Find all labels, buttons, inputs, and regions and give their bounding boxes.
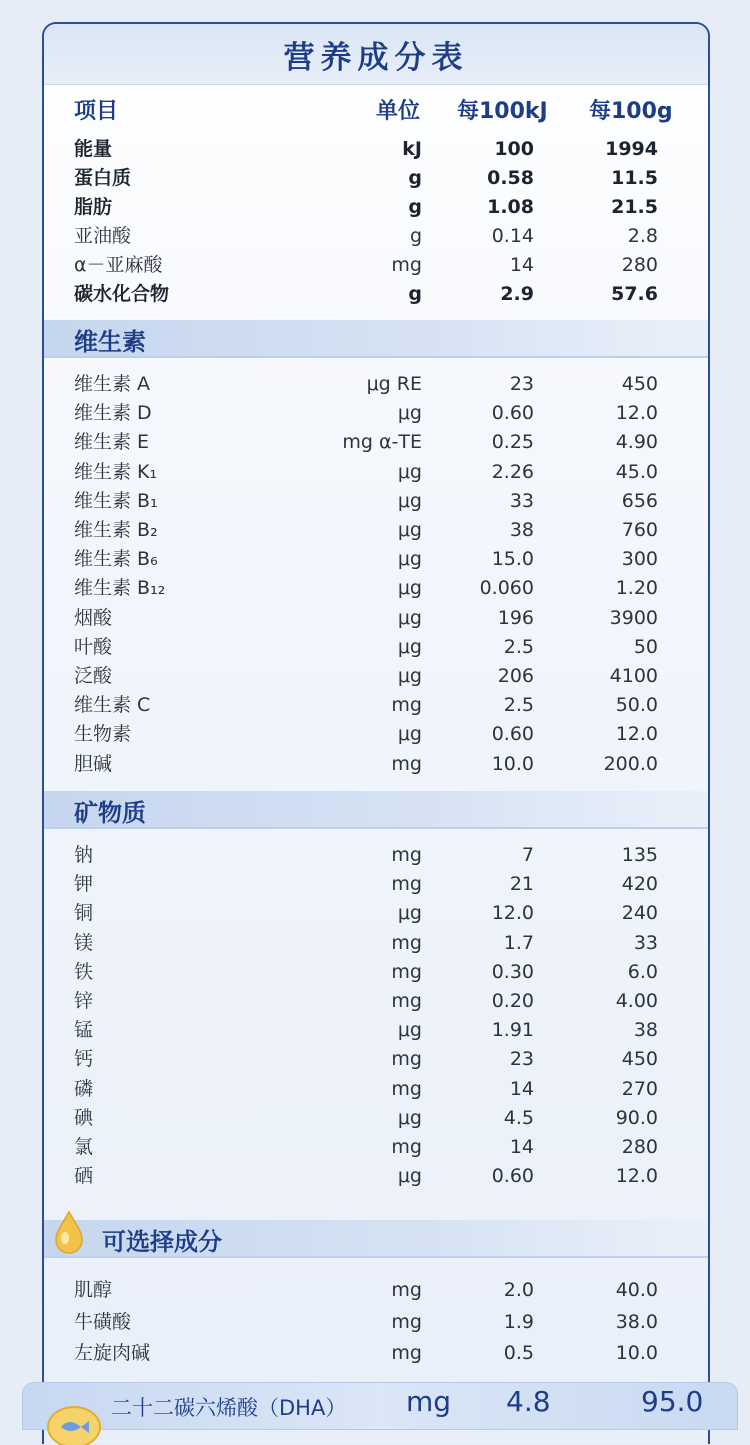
nutrient-unit: μg [397,577,422,600]
value-per-100g: 656 [621,489,658,512]
dha-unit: mg [406,1385,452,1418]
nutrient-row [44,516,708,544]
value-per-100g: 2.8 [627,225,658,247]
header-per-100kj: 每100kJ [457,99,548,124]
nutrient-unit: μg [397,519,422,541]
value-per-100kj: 7 [521,844,534,866]
nutrient-row [44,458,708,486]
nutrient-name: 钙 [74,1048,94,1071]
value-per-100kj: 2.9 [500,283,534,305]
nutrient-unit: mg [391,1077,422,1100]
value-per-100kj: 0.14 [491,225,534,247]
nutrient-row [44,870,708,898]
nutrient-unit: mg [391,1310,422,1333]
header-item: 项目 [74,99,119,124]
nutrient-name: 肌醇 [74,1279,113,1301]
nutrient-name: 能量 [74,138,113,160]
value-per-100g: 450 [621,1048,658,1071]
nutrient-unit: μg RE [366,373,422,395]
nutrient-name: 泛酸 [74,665,113,687]
nutrient-name: 烟酸 [74,606,113,629]
nutrient-name: 锰 [74,1019,94,1042]
value-per-100kj: 1.91 [491,1019,534,1042]
value-per-100g: 280 [621,254,658,276]
value-per-100kj: 15.0 [491,548,534,571]
dha-name: 二十二碳六烯酸（DHA） [111,1396,347,1420]
value-per-100kj: 206 [497,665,534,687]
value-per-100g: 1.20 [615,577,658,600]
value-per-100kj: 10.0 [491,752,534,775]
value-per-100kj: 0.60 [491,402,534,425]
dha-per-100g: 95.0 [641,1385,704,1418]
section-label: 可选择成分 [102,1228,222,1256]
value-per-100g: 11.5 [611,167,658,189]
nutrient-unit: μg [397,1106,422,1129]
value-per-100kj: 12.0 [491,902,534,925]
nutrient-name: 镁 [74,931,94,954]
header-per-100g: 每100g [589,99,673,124]
nutrient-name: 左旋肉碱 [74,1342,151,1364]
nutrient-unit: mg [391,1342,422,1364]
value-per-100g: 270 [621,1077,658,1100]
nutrient-row [44,1045,708,1073]
nutrient-name: 叶酸 [74,635,113,658]
value-per-100kj: 1.7 [503,931,534,954]
nutrient-row [44,691,708,719]
nutrient-unit: μg [397,902,422,925]
value-per-100kj: 0.5 [503,1342,534,1364]
nutrient-unit: μg [397,1165,422,1188]
nutrient-row [44,841,708,869]
nutrient-name: 硒 [74,1165,94,1188]
nutrient-row [44,1075,708,1103]
nutrient-row [44,720,708,748]
value-per-100g: 4.00 [615,990,658,1012]
value-per-100g: 280 [621,1136,658,1158]
nutrient-unit: mg [391,960,422,983]
nutrient-row [44,1276,708,1304]
nutrient-name: α－亚麻酸 [74,254,163,276]
nutrient-name: 亚油酸 [74,225,132,247]
nutrient-row [44,251,708,279]
nutrient-unit: mg [391,844,422,866]
nutrient-name: 钠 [74,844,94,866]
section-vitamins [44,320,708,358]
nutrient-unit: μg [397,1019,422,1042]
nutrient-name: 磷 [74,1077,94,1100]
value-per-100kj: 2.26 [491,460,534,483]
value-per-100g: 45.0 [615,460,658,483]
nutrient-unit: mg [391,1279,422,1301]
value-per-100g: 38 [633,1019,658,1042]
value-per-100g: 12.0 [615,723,658,746]
value-per-100kj: 21 [509,873,534,896]
nutrient-row [44,135,708,163]
value-per-100kj: 14 [509,1136,534,1158]
nutrient-unit: g [409,225,422,247]
nutrient-row [44,750,708,778]
nutrient-unit: μg [397,606,422,629]
nutrient-name: 维生素 B₂ [74,519,158,541]
nutrient-name: 维生素 B₁₂ [74,577,166,600]
nutrient-row [44,1016,708,1044]
value-per-100kj: 2.5 [503,635,534,658]
value-per-100kj: 196 [497,606,534,629]
nutrient-unit: mg [391,752,422,775]
nutrient-row [44,1162,708,1190]
value-per-100g: 21.5 [611,196,658,218]
nutrient-name: 维生素 D [74,402,152,425]
nutrient-name: 维生素 B₆ [74,548,158,571]
nutrient-unit: μg [397,665,422,687]
nutrient-unit: kJ [402,138,422,160]
value-per-100kj: 0.58 [487,167,534,189]
nutrient-row [44,1133,708,1161]
nutrient-row [44,633,708,661]
nutrient-name: 锌 [74,990,94,1012]
value-per-100g: 300 [621,548,658,571]
nutrient-row [44,545,708,573]
nutrient-row [44,164,708,192]
value-per-100kj: 14 [509,1077,534,1100]
oil-drop-icon [52,1210,86,1256]
nutrient-name: 铁 [74,960,94,983]
nutrient-unit: μg [397,635,422,658]
nutrient-name: 脂肪 [74,196,113,218]
nutrient-unit: mg [391,1136,422,1158]
nutrient-name: 蛋白质 [74,167,132,189]
nutrient-name: 生物素 [74,723,132,746]
value-per-100kj: 14 [509,254,534,276]
nutrient-row [44,987,708,1015]
nutrient-name: 牛磺酸 [74,1310,132,1333]
nutrient-name: 氯 [74,1136,94,1158]
nutrient-row [44,958,708,986]
value-per-100g: 38.0 [615,1310,658,1333]
value-per-100g: 57.6 [611,283,658,305]
value-per-100kj: 1.9 [503,1310,534,1333]
value-per-100g: 240 [621,902,658,925]
value-per-100g: 40.0 [615,1279,658,1301]
value-per-100kj: 2.0 [503,1279,534,1301]
value-per-100g: 90.0 [615,1106,658,1129]
dha-row [22,1382,738,1430]
nutrient-unit: mg [391,254,422,276]
value-per-100kj: 33 [509,489,534,512]
nutrient-unit: μg [397,460,422,483]
value-per-100g: 6.0 [627,960,658,983]
nutrient-unit: μg [397,402,422,425]
value-per-100g: 50.0 [615,694,658,717]
value-per-100g: 1994 [605,138,658,160]
nutrient-row [44,662,708,690]
value-per-100kj: 4.5 [503,1106,534,1129]
nutrient-row [44,370,708,398]
nutrient-row [44,899,708,927]
fish-oil-icon [47,1405,101,1445]
value-per-100kj: 23 [509,1048,534,1071]
value-per-100g: 12.0 [615,402,658,425]
value-per-100g: 200.0 [603,752,658,775]
header-unit: 单位 [376,99,421,124]
nutrient-unit: g [408,196,422,218]
title-bar [44,24,708,85]
value-per-100kj: 0.20 [491,990,534,1012]
value-per-100kj: 0.25 [491,431,534,454]
value-per-100g: 12.0 [615,1165,658,1188]
nutrient-unit: μg [397,489,422,512]
nutrient-row [44,222,708,250]
value-per-100g: 10.0 [615,1342,658,1364]
section-label: 维生素 [74,328,146,356]
value-per-100kj: 100 [494,138,534,160]
nutrient-name: 维生素 E [74,431,150,454]
nutrient-name: 维生素 B₁ [74,489,158,512]
nutrient-name: 碘 [74,1106,94,1129]
nutrient-name: 维生素 C [74,694,151,717]
nutrient-row [44,399,708,427]
nutrient-row [44,1104,708,1132]
nutrient-unit: mg [391,931,422,954]
nutrient-unit: mg [391,694,422,717]
value-per-100kj: 2.5 [503,694,534,717]
value-per-100kj: 0.30 [491,960,534,983]
value-per-100g: 135 [621,844,658,866]
table-title: 营养成分表 [283,40,469,76]
value-per-100g: 50 [633,635,658,658]
value-per-100g: 33 [633,931,658,954]
value-per-100kj: 0.060 [479,577,534,600]
nutrient-row [44,193,708,221]
nutrient-row [44,487,708,515]
nutrient-row [44,280,708,308]
value-per-100g: 4100 [609,665,658,687]
value-per-100kj: 38 [509,519,534,541]
nutrient-name: 钾 [74,873,94,896]
nutrient-row [44,929,708,957]
dha-per-100kj: 4.8 [506,1385,551,1418]
value-per-100kj: 0.60 [491,723,534,746]
nutrient-name: 碳水化合物 [74,283,170,305]
nutrition-table-card [42,22,710,1444]
nutrient-unit: mg [391,873,422,896]
section-minerals [44,791,708,829]
section-label: 矿物质 [74,799,146,827]
nutrient-row [44,428,708,456]
value-per-100g: 450 [621,373,658,395]
nutrient-row [44,574,708,602]
value-per-100kj: 1.08 [487,196,534,218]
value-per-100kj: 23 [509,373,534,395]
nutrient-name: 维生素 K₁ [74,460,158,483]
nutrient-name: 维生素 A [74,373,151,395]
nutrient-unit: mg [391,1048,422,1071]
nutrient-row [44,1308,708,1336]
nutrient-name: 铜 [74,902,94,925]
value-per-100g: 3900 [609,606,658,629]
nutrient-name: 胆碱 [74,752,113,775]
nutrient-unit: μg [397,723,422,746]
value-per-100g: 760 [621,519,658,541]
value-per-100g: 420 [621,873,658,896]
nutrient-unit: μg [397,548,422,571]
value-per-100kj: 0.60 [491,1165,534,1188]
nutrient-unit: g [408,283,422,305]
value-per-100g: 4.90 [615,431,658,454]
nutrient-unit: mg [391,990,422,1012]
nutrient-unit: mg α-TE [342,431,422,454]
nutrient-unit: g [408,167,422,189]
section-optional [44,1220,708,1258]
nutrient-row [44,604,708,632]
nutrient-row [44,1339,708,1367]
